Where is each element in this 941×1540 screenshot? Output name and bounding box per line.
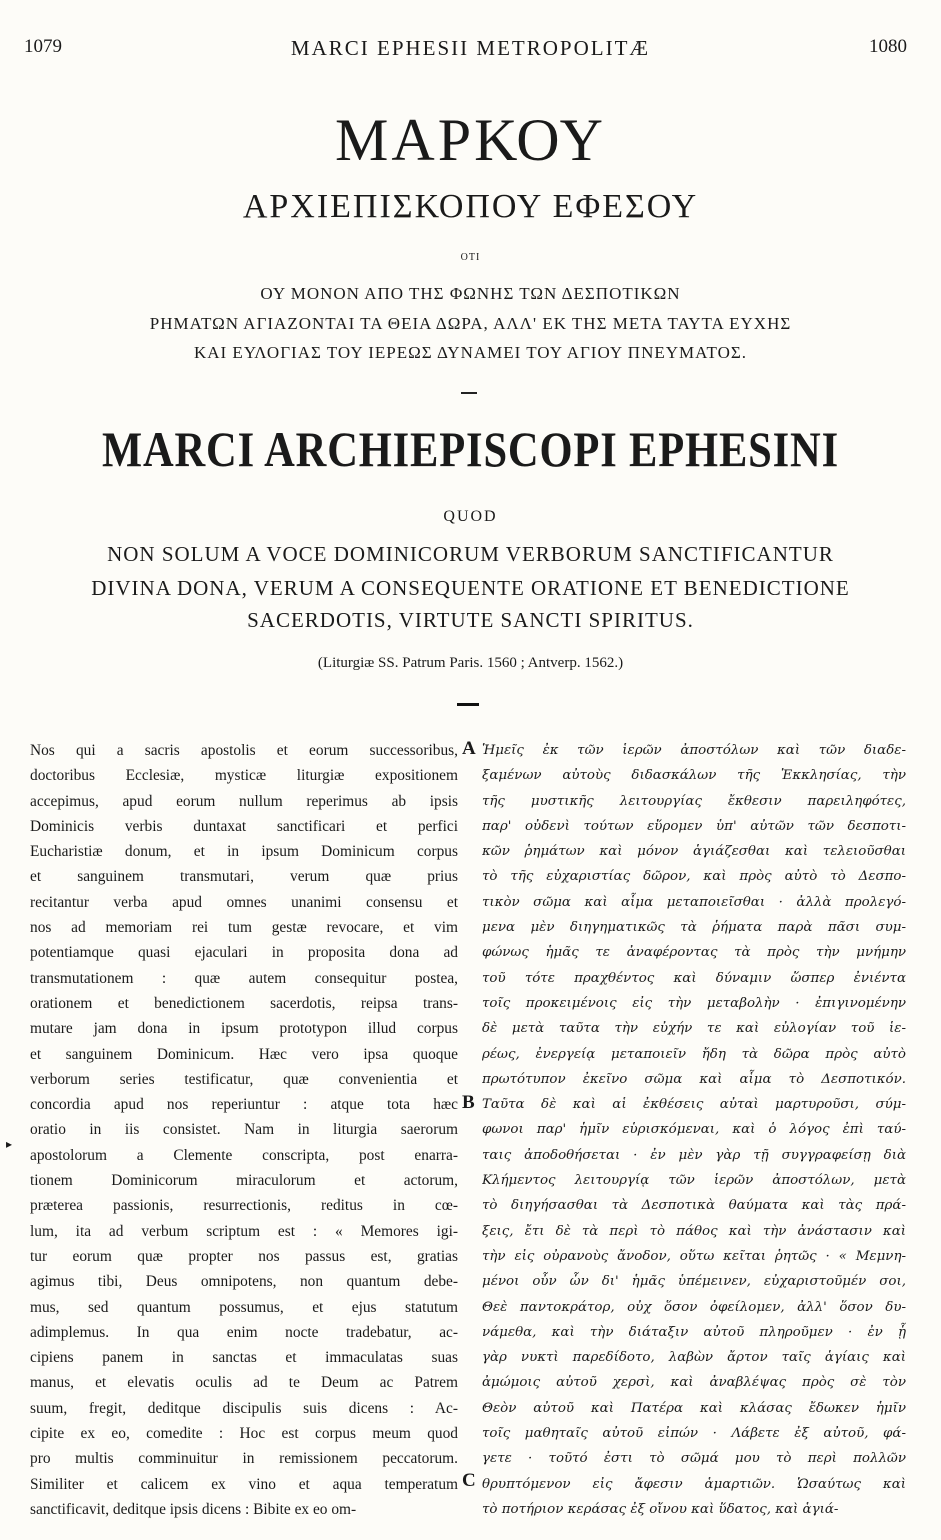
- latin-column: [30, 738, 458, 1522]
- greek-text-line: τὸ τῆς εὐχαριστίας δῶρον, καὶ πρὸς αὐτὸ τὸ Δεσπο-: [482, 869, 906, 885]
- latin-text-line: tionem Dominicorum miraculorum et actorum,: [30, 1172, 458, 1190]
- latin-text-line: doctoribus Ecclesiæ, mysticæ liturgiæ expositionem: [30, 767, 458, 785]
- latin-text-line: verborum series testificatur, quæ convenientia et: [30, 1070, 458, 1088]
- latin-heading-line-2: DIVINA DONA, VERUM A CONSEQUENTE ORATIONE ET BENEDICTIONE: [91, 576, 850, 600]
- greek-text-line: τοῦ τότε πραχθέντος καὶ δύναμιν ὥσπερ ἐνιέντα: [482, 970, 906, 986]
- greek-text-line: ταις ἀποδοθήσεται · ἐν μὲν γὰρ τῇ συγγραφείσῃ διὰ: [482, 1147, 906, 1163]
- latin-text-line: recitantur verba apud omnes unanimi consensu et: [30, 893, 458, 911]
- greek-text-line: ξαμένων αὐτοὺς διδασκάλων τῆς Ἐκκλησίας, τὴν: [482, 768, 906, 784]
- latin-text-line: suum, fregit, deditque discipulis suis dicens : Ac-: [30, 1399, 458, 1417]
- greek-text-line: ρέως, ἐνεργείᾳ μεταποιεῖν ἤδη τὰ δῶρα πρὸς αὐτὸ: [482, 1046, 906, 1062]
- section-marker-a: A: [462, 738, 476, 759]
- greek-text-line: παρ' οὐδενὶ τούτων εὕρομεν ὑπ' αὐτῶν τῶν δεσποτι-: [482, 818, 906, 834]
- greek-text-line: τὸ ποτήριον κεράσας ἐξ οἴνου καὶ ὕδατος, καὶ ἁγιά-: [482, 1501, 839, 1517]
- greek-text-line: τὴν εἰς οὐρανοὺς ἄνοδον, οὕτω κεῖται ῥητῶς · « Μεμνη-: [482, 1248, 906, 1264]
- greek-heading-line-3: ΚΑΙ ΕΥΛΟΓΙΑΣ ΤΟΥ ΙΕΡΕΩΣ ΔΥΝΑΜΕΙ ΤΟΥ ΑΓΙΟΥ ΠΝΕΥΜΑΤΟΣ.: [193, 343, 748, 362]
- latin-text-line: mus, sed quantum possumus, et ejus statutum: [30, 1298, 458, 1316]
- latin-text-line: lum, ita ad verbum scriptum est : « Memores igi-: [30, 1222, 458, 1240]
- latin-text-line: manus, et elevatis oculis ad te Deum ac Patrem: [30, 1374, 458, 1392]
- latin-text-line: transmutationem : quæ autem consequitur postea,: [30, 969, 458, 987]
- latin-text-line: tur eorum quæ propter nos passus est, gratias: [30, 1247, 458, 1265]
- section-rule: [457, 703, 479, 706]
- greek-text-line: τοῖς προκειμένοις εἰς τὴν μεταβολὴν · ἐπιγινομένην: [482, 995, 906, 1011]
- greek-text-line: Θεὸν αὐτοῦ καὶ Πατέρα καὶ κλάσας ἔδωκεν ἡμῖν: [482, 1400, 906, 1416]
- greek-text-line: γὰρ νυκτὶ παρεδίδοτο, λαβὼν ἄρτον ταῖς ἁγίαις καὶ: [482, 1350, 906, 1366]
- latin-heading-line-1: NON SOLUM A VOCE DOMINICORUM VERBORUM SANCTIFICANTUR: [107, 542, 834, 566]
- latin-text-line: agimus tibi, Deus omnipotens, non quantum debe-: [30, 1273, 458, 1291]
- greek-title: ΜΑΡΚΟΥ: [335, 107, 606, 173]
- latin-text-line: adimplemus. In qua enim nocte tradebatur, ac-: [30, 1323, 458, 1341]
- greek-text-line: Κλήμεντος λειτουργίᾳ τῶν ἱερῶν ἀποστόλων, μετὰ: [482, 1173, 906, 1189]
- latin-text-line: pro multis comminuitur in remissionem peccatorum.: [30, 1450, 458, 1468]
- latin-text-line: Nos qui a sacris apostolis et eorum successoribus,: [30, 742, 458, 759]
- latin-quod: QUOD: [443, 508, 498, 525]
- greek-text-line: τικὸν σῶμα καὶ αἷμα μεταποιεῖσθαι · ἀλλὰ προλεγό-: [482, 894, 906, 910]
- greek-text-line: πρωτότυπον ἐκεῖνο σῶμα καὶ αἷμα τὸ Δεσποτικόν.: [482, 1071, 906, 1087]
- running-head: MARCI EPHESII METROPOLITÆ: [290, 36, 651, 60]
- greek-hoti: ΟΤΙ: [460, 252, 481, 263]
- greek-text-line: Ἡμεῖς ἐκ τῶν ἱερῶν ἀποστόλων καὶ τῶν διαδε-: [482, 743, 906, 758]
- greek-text-line: μενα μὲν διηγηματικῶς τὰ ῥήματα παρὰ πᾶσι συμ-: [482, 920, 906, 936]
- left-page-number: 1079: [24, 36, 62, 57]
- latin-heading-line-3: SACERDOTIS, VIRTUTE SANCTI SPIRITUS.: [247, 608, 694, 632]
- greek-column: [482, 738, 906, 1522]
- greek-text-line: ξεις, ἔτι δὲ τὰ περὶ τὸ πάθος καὶ τὴν ἀνάστασιν καὶ: [482, 1223, 906, 1239]
- latin-text-line: nos ad memoriam rei tum gestæ revocare, et vim: [30, 919, 458, 937]
- latin-text-line: sanctificavit, deditque ipsis dicens : Bibite ex eo om-: [30, 1500, 357, 1518]
- greek-heading-line-1: ΟΥ ΜΟΝΟΝ ΑΠΟ ΤΗΣ ΦΩΝΗΣ ΤΩΝ ΔΕΣΠΟΤΙΚΩΝ: [260, 284, 681, 303]
- greek-text-line: δὲ μετὰ ταῦτα τὴν εὐχήν τε καὶ εὐλογίαν τοῦ ἱε-: [482, 1021, 906, 1037]
- greek-text-line: φωνοι παρ' ἡμῖν εὑρισκόμεναι, καὶ ὁ λόγος ἐπὶ ταύ-: [482, 1122, 906, 1138]
- page-header: [0, 30, 941, 64]
- section-marker-b: B: [462, 1092, 475, 1113]
- latin-text-line: oratio in iis consistet. Nam in liturgia saerorum: [30, 1121, 458, 1139]
- latin-text-line: cipite ex eo, comedite : Hoc est corpus meum quod: [30, 1425, 458, 1443]
- greek-text-line: μένοι οὖν ὧν δι' ἡμᾶς ὑπέμεινεν, εὐχαριστοῦμέν σοι,: [482, 1274, 906, 1290]
- latin-text-line: accepimus, apud eorum nullum reperimus ab ipsis: [30, 792, 458, 810]
- latin-text-line: Eucharistiæ donum, et in ipsum Dominicum corpus: [30, 843, 458, 861]
- latin-text-line: cipiens panem in sanctas et immaculatas suas: [30, 1349, 458, 1367]
- greek-text-line: Ταῦτα δὲ καὶ αἱ ἐκθέσεις αὐταὶ μαρτυροῦσι, σύμ-: [482, 1097, 906, 1113]
- latin-text-line: apostolorum a Clemente conscripta, post enarra-: [30, 1146, 458, 1164]
- greek-text-line: φώνως ἡμᾶς τε ἀναφέροντας τὰ πρὸς τὴν μνήμην: [482, 945, 906, 961]
- latin-text-line: præterea passionis, resurrectionis, reditus in cœ-: [30, 1197, 458, 1215]
- right-page-number: 1080: [869, 36, 907, 57]
- latin-text-line: concordia apud nos reperiuntur : atque tota hæc: [30, 1096, 458, 1114]
- margin-mark: ▸: [6, 1137, 13, 1151]
- greek-text-line: τῆς μυστικῆς λειτουργίας ἔκθεσιν παρειληφότες,: [482, 793, 906, 809]
- greek-text-line: νάμεθα, καὶ τὴν διάταξιν αὐτοῦ πληροῦμεν · ἐν ᾗ: [482, 1324, 906, 1340]
- greek-text-line: ἀμώμοις αὐτοῦ χερσὶ, καὶ ἀναβλέψας πρὸς σὲ τὸν: [482, 1375, 906, 1391]
- latin-text-line: Similiter et calicem ex vino et aqua temperatum: [30, 1475, 458, 1493]
- greek-text-line: γετε · τοῦτό ἐστι τὸ σῶμά μου τὸ περὶ πολλῶν: [482, 1451, 906, 1467]
- latin-text-line: orationem et benedictionem sacerdotis, reipsa trans-: [30, 994, 458, 1012]
- greek-text-line: κῶν ῥημάτων καὶ μόνον ἁγιάζεσθαι καὶ τελειοῦσθαι: [482, 844, 906, 860]
- greek-text-line: θρυπτόμενον εἰς ἄφεσιν ἁμαρτιῶν. Ὡσαύτως καὶ: [482, 1476, 906, 1492]
- greek-text-line: τὸ διηγήσασθαι τὰ Δεσποτικὰ θαύματα καὶ τὰς πρά-: [482, 1198, 906, 1214]
- greek-subtitle: ΑΡΧΙΕΠΙΣΚΟΠΟΥ ΕΦΕΣΟΥ: [242, 188, 699, 225]
- latin-text-line: et sanguinem Dominicum. Hæc vero ipsa quoque: [30, 1045, 458, 1063]
- latin-title: MARCI ARCHIEPISCOPI EPHESINI: [102, 421, 839, 477]
- latin-text-line: Dominicis verbis duntaxat sanctificari et perfici: [30, 817, 458, 835]
- separator-dash: [461, 392, 477, 394]
- greek-text-line: Θεὲ παντοκράτορ, οὐχ ὅσον ὀφείλομεν, ἀλλ' ὅσον δυ-: [482, 1299, 906, 1315]
- greek-heading-line-2: ΡΗΜΑΤΩΝ ΑΓΙΑΖΟΝΤΑΙ ΤΑ ΘΕΙΑ ΔΩΡΑ, ΑΛΛ' ΕΚ ΤΗΣ ΜΕΤΑ ΤΑΥΤΑ ΕΥΧΗΣ: [149, 314, 792, 333]
- source-note: (Liturgiæ SS. Patrum Paris. 1560 ; Antverp. 1562.): [317, 655, 624, 671]
- latin-text-line: et sanguinem transmutari, verum quæ prius: [30, 868, 458, 886]
- latin-text-line: potentiamque quasi ejaculari in proposita dona ad: [30, 944, 458, 962]
- greek-text-line: τοῖς μαθηταῖς αὐτοῦ εἰπών · Λάβετε ἐξ αὐτοῦ, φά-: [482, 1426, 906, 1442]
- section-marker-c: C: [462, 1470, 476, 1491]
- latin-text-line: mutare jam dona in ipsum prototypon illud corpus: [30, 1020, 458, 1038]
